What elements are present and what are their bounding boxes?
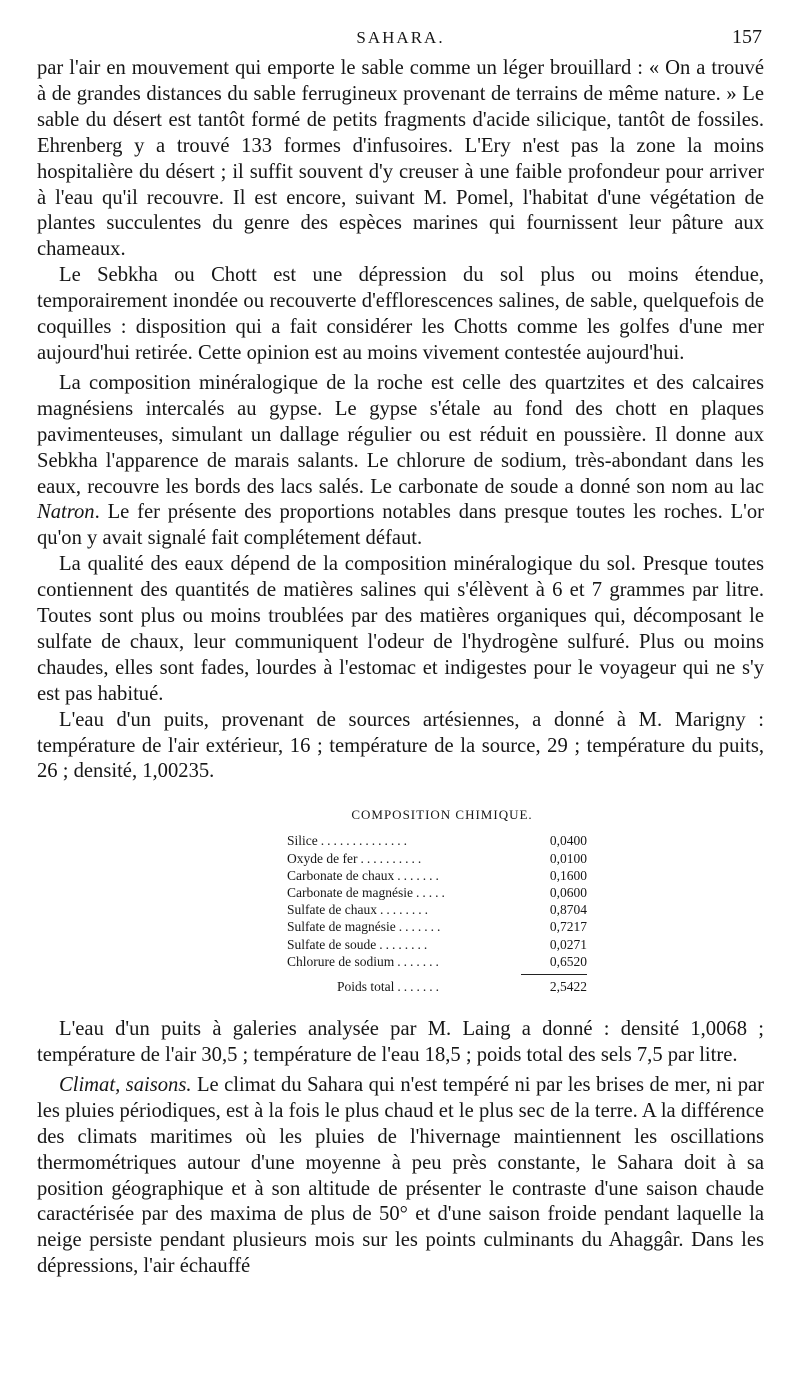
component-value: 0,0100 <box>549 850 587 866</box>
paragraph-climate <box>37 1073 764 1280</box>
mineralogy-text-end: . Le fer présente des proportions notables dans presque toutes les roches. L'or qu'on y avait signalé fait complétement défaut. <box>37 501 764 550</box>
paragraph-mineralogy <box>37 371 764 552</box>
composition-row <box>287 919 587 936</box>
paragraph-laing-well: L'eau d'un puits à galeries analysée par M. Laing a donné : densité 1,0068 ; température de l'air 30,5 ; température de l'eau 18,5 ; poids total des sels 7,5 par litre. <box>37 1018 764 1066</box>
component-name: Sulfate de soude ........ <box>287 936 431 952</box>
component-name: Carbonate de magnésie ..... <box>287 884 448 900</box>
total-value: 2,5422 <box>549 978 587 994</box>
component-name: Oxyde de fer .......... <box>287 850 425 866</box>
paragraph-sebkha: Le Sebkha ou Chott est une dépression du sol plus ou moins étendue, temporairement inondée ou recouverte d'efflorescences salines, de sable, quelquefois de coquilles : disposition qui a fait considérer les Chotts comme les golfes d'une mer aujourd'hui retirée. Cette opinion est au moins vivement contestée aujourd'hui. <box>37 264 764 364</box>
composition-row <box>287 885 587 902</box>
component-value: 0,0271 <box>549 936 587 952</box>
composition-table <box>287 807 587 996</box>
paragraph-artesian-well: L'eau d'un puits, provenant de sources artésiennes, a donné à M. Marigny : température de l'air extérieur, 16 ; température de la source, 29 ; température du puits, 26 ; densité, 1,00235. <box>37 708 764 783</box>
composition-row <box>287 937 587 954</box>
paragraph-sand: par l'air en mouvement qui emporte le sable comme un léger brouillard : « On a trouvé à de grandes distances du sable ferrugineux provenant de terrains de même nature. » Le sable du désert est tantôt formé de petits fragments d'acide silicique, tantôt de fossiles. Ehrenberg y a trouvé 133 formes d'infusoires. L'Ery n'est pas la zone la moins hospitalière du désert ; il suffit souvent d'y creuser à une faible profondeur pour arriver à l'eau qu'il recouvre. Il est encore, suivant M. Pomel, l'habitat d'une végétation de plantes succulentes du genre des espèces marines qui fournissent leur pâture aux chameaux. <box>37 57 764 261</box>
composition-row <box>287 868 587 885</box>
composition-total-row <box>287 979 587 996</box>
paragraph-water-quality: La qualité des eaux dépend de la composition minéralogique du sol. Presque toutes contiennent des quantités de matières salines qui s'élèvent à 6 et 7 grammes par litre. Toutes sont plus ou moins troublées par des matières organiques qui, décomposant le sulfate de chaux, leur communiquent l'odeur de l'hydrogène sulfuré. Plus ou moins chaudes, elles sont fades, lourdes à l'estomac et indigestes pour le voyageur qui ne s'y est pas habitué. <box>37 553 764 705</box>
component-value: 0,0400 <box>549 833 587 849</box>
climate-text: Le climat du Sahara qui n'est tempéré ni par les brises de mer, ni par les pluies périodiques, est à la fois le plus chaud et le plus sec de la terre. A la différence des climats maritimes où les pluies de l'hivernage maintiennent les oscillations thermométriques autour d'une moyenne à peu près constante, le Sahara doit à sa position géographique et à son altitude de présenter le contraste d'une saison chaude caractérisée par des maxima de plus de 50° et d'une saison froide pendant laquelle la neige persiste pendant plusieurs mois sur les points culminants du Ahaggâr. Dans les dépressions, l'air échauffé <box>37 1073 764 1278</box>
component-name: Silice .............. <box>287 833 410 849</box>
composition-row <box>287 954 587 971</box>
total-label: Poids total ....... <box>337 978 443 994</box>
component-value: 0,6520 <box>549 953 587 969</box>
composition-row <box>287 851 587 868</box>
composition-row <box>287 902 587 919</box>
page-header <box>37 22 764 56</box>
natron-word: Natron <box>37 501 95 524</box>
total-rule <box>521 974 587 975</box>
component-name: Chlorure de sodium ....... <box>287 953 442 969</box>
composition-rows <box>287 833 587 971</box>
component-name: Carbonate de chaux ....... <box>287 867 442 883</box>
composition-title: COMPOSITION CHIMIQUE. <box>351 807 533 823</box>
component-value: 0,7217 <box>549 919 587 935</box>
component-name: Sulfate de chaux ........ <box>287 902 431 918</box>
composition-row <box>287 833 587 850</box>
component-value: 0,1600 <box>549 867 587 883</box>
page-number: 157 <box>732 26 762 48</box>
mineralogy-text: La composition minéralogique de la roche est celle des quartzites et des calcaires magnésiens intercalés au gypse. Le gypse s'étale au fond des chott en plaques pavimenteuses, simulant un dallage régulier ou est réduit en poussière. Il donne aux Sebkha l'apparence de marais salants. Le chlorure de sodium, très-abondant dans les eaux, recouvre les bords des lacs salés. Le carbonate de soude a donné son nom au lac <box>37 371 764 498</box>
component-name: Sulfate de magnésie ....... <box>287 919 444 935</box>
component-value: 0,8704 <box>549 902 587 918</box>
component-value: 0,0600 <box>549 884 587 900</box>
climate-heading: Climat, saisons. <box>59 1073 192 1096</box>
running-head: SAHARA. <box>356 28 445 47</box>
